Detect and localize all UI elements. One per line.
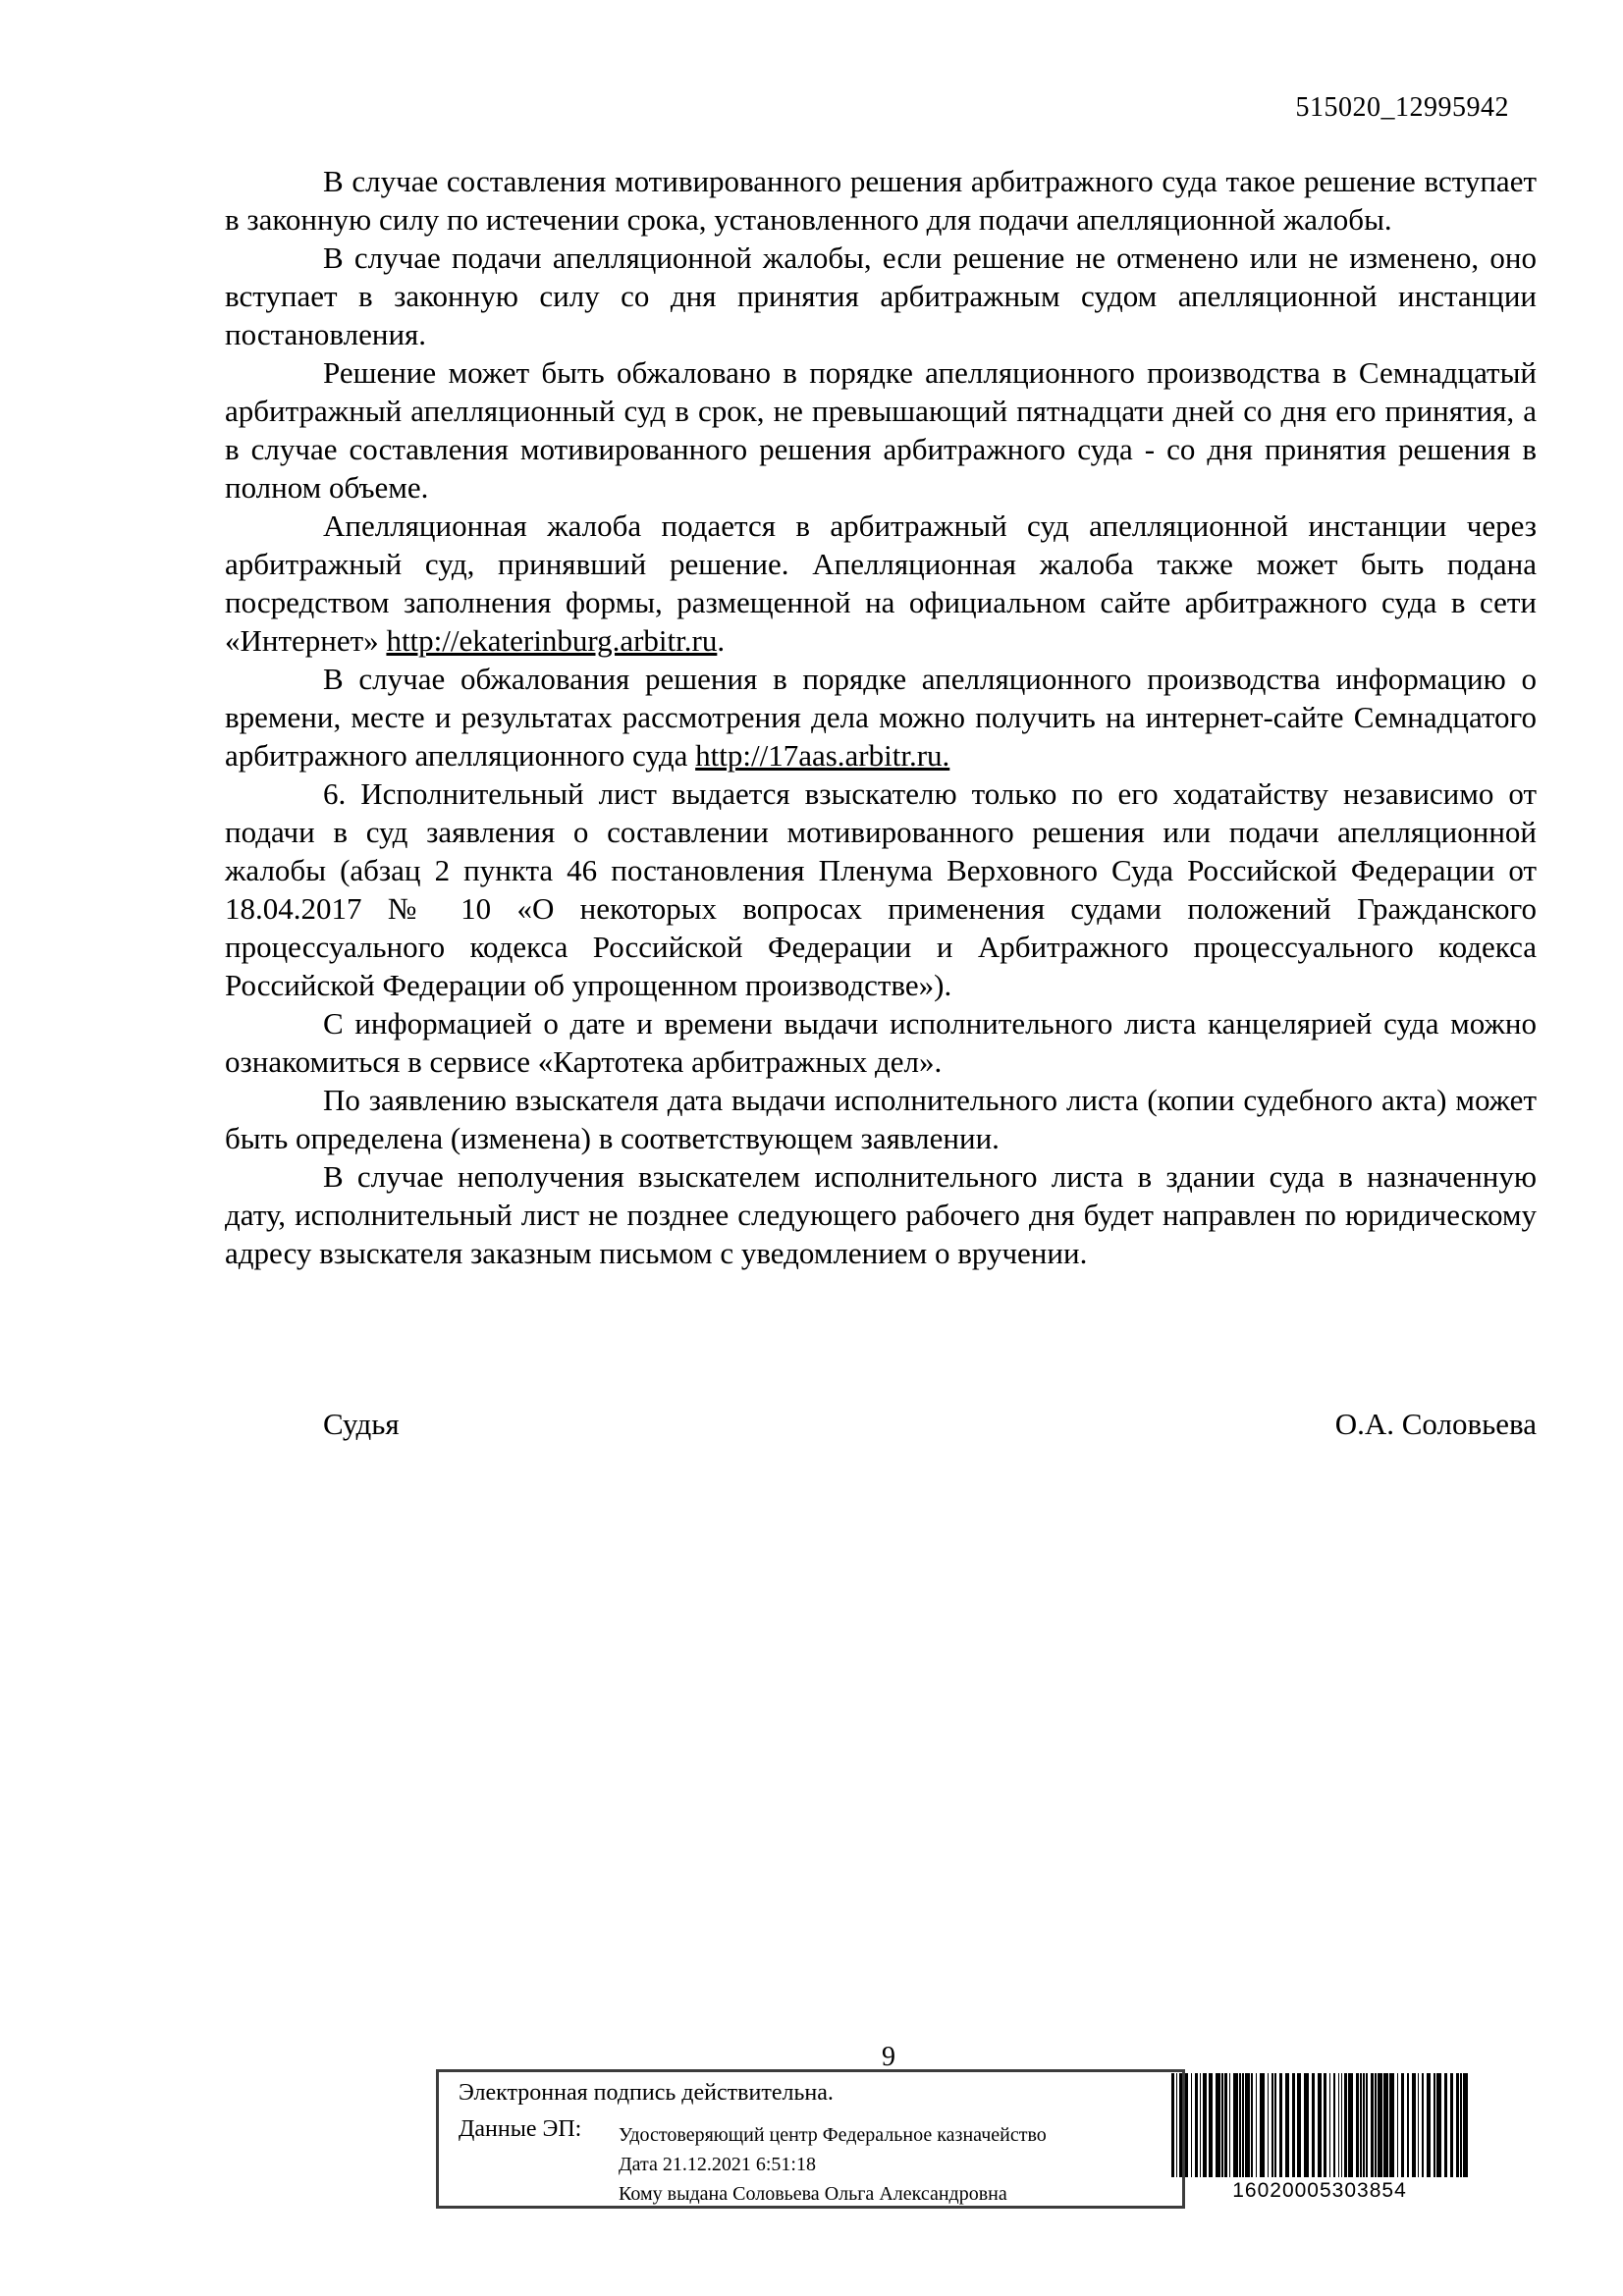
paragraph-appeal-info <box>225 660 1537 774</box>
paragraph-appeal-procedure: Решение может быть обжаловано в порядке апелляционного производства в Семнадцатый арбитражный апелляционный суд в срок, не превышающий пятнадцати дней со дня его принятия, а в случае составления мотивированного решения арбитражного суда - со дня принятия решения в полном объеме. <box>225 355 1537 505</box>
paragraph-writ-mailing: В случае неполучения взыскателем исполнительного листа в здании суда в назначенную дату, исполнительный лист не позднее следующего рабочего дня будет направлен по юридическому адресу взыскателя заказным письмом с уведомлением о вручении. <box>225 1159 1537 1270</box>
paragraph-appeal-filed: В случае подачи апелляционной жалобы, если решение не отменено или не изменено, оно вступает в законную силу со дня принятия арбитражным судом апелляционной инстанции постановления. <box>225 240 1537 351</box>
barcode-number: 16020005303854 <box>1232 2179 1407 2202</box>
barcode <box>1171 2073 1468 2203</box>
paragraph-text: Апелляционная жалоба подается в арбитражный суд апелляционной инстанции через арбитражный суд, принявший решение. Апелляционная жалоба также может быть подана посредством заполнения формы, размещенной на официальном сайте арбитражного суда в сети «Интернет» <box>225 508 1537 658</box>
electronic-signature-stamp <box>436 2069 1185 2209</box>
signature-row <box>225 1405 1537 1443</box>
paragraph-appeal-submission <box>225 507 1537 660</box>
stamp-validity-text: Электронная подпись действительна. <box>459 2080 834 2106</box>
stamp-data-label: Данные ЭП: <box>459 2116 582 2142</box>
ekaterinburg-arbitr-link[interactable]: http://ekaterinburg.arbitr.ru <box>386 623 718 658</box>
page-number: 9 <box>882 2042 895 2072</box>
judge-name: О.А. Соловьева <box>1334 1407 1537 1441</box>
stamp-date: Дата 21.12.2021 6:51:18 <box>619 2154 816 2175</box>
seventeen-aas-arbitr-link[interactable]: http://17aas.arbitr.ru. <box>695 738 950 773</box>
document-number: 515020_12995942 <box>1295 92 1509 123</box>
judge-role-label: Судья <box>323 1407 400 1441</box>
document-body <box>225 162 1537 1272</box>
barcode-bars <box>1171 2073 1468 2177</box>
stamp-certifying-center: Удостоверяющий центр Федеральное казначейство <box>619 2124 1047 2146</box>
paragraph-text: . <box>717 623 726 658</box>
paragraph-writ-date-change: По заявлению взыскателя дата выдачи исполнительного листа (копии судебного акта) может быть определена (изменена) в соответствующем заявлении. <box>225 1083 1537 1155</box>
paragraph-text: В случае обжалования решения в порядке апелляционного производства информацию о времени, месте и результатах рассмотрения дела можно получить на интернет-сайте Семнадцатого арбитражного апелляционного суда <box>225 662 1537 773</box>
stamp-issued-to: Кому выдана Соловьева Ольга Александровна <box>619 2183 1007 2205</box>
paragraph-writ-date-info: С информацией о дате и времени выдачи исполнительного листа канцелярией суда можно ознакомиться в сервисе «Картотека арбитражных дел». <box>225 1006 1537 1079</box>
stamp-details <box>619 2120 1047 2209</box>
paragraph-effective-date: В случае составления мотивированного решения арбитражного суда такое решение вступает в законную силу по истечении срока, установленного для подачи апелляционной жалобы. <box>225 164 1537 237</box>
paragraph-writ-of-execution: 6. Исполнительный лист выдается взыскателю только по его ходатайству независимо от подачи в суд заявления о составлении мотивированного решения или подачи апелляционной жалобы (абзац 2 пункта 46 постановления Пленума Верховного Суда Российской Федерации от 18.04.2017 № 10 «О некоторых вопросах применения судами положений Гражданского процессуального кодекса Российской Федерации и Арбитражного процессуального кодекса Российской Федерации об упрощенном производстве»). <box>225 776 1537 1002</box>
